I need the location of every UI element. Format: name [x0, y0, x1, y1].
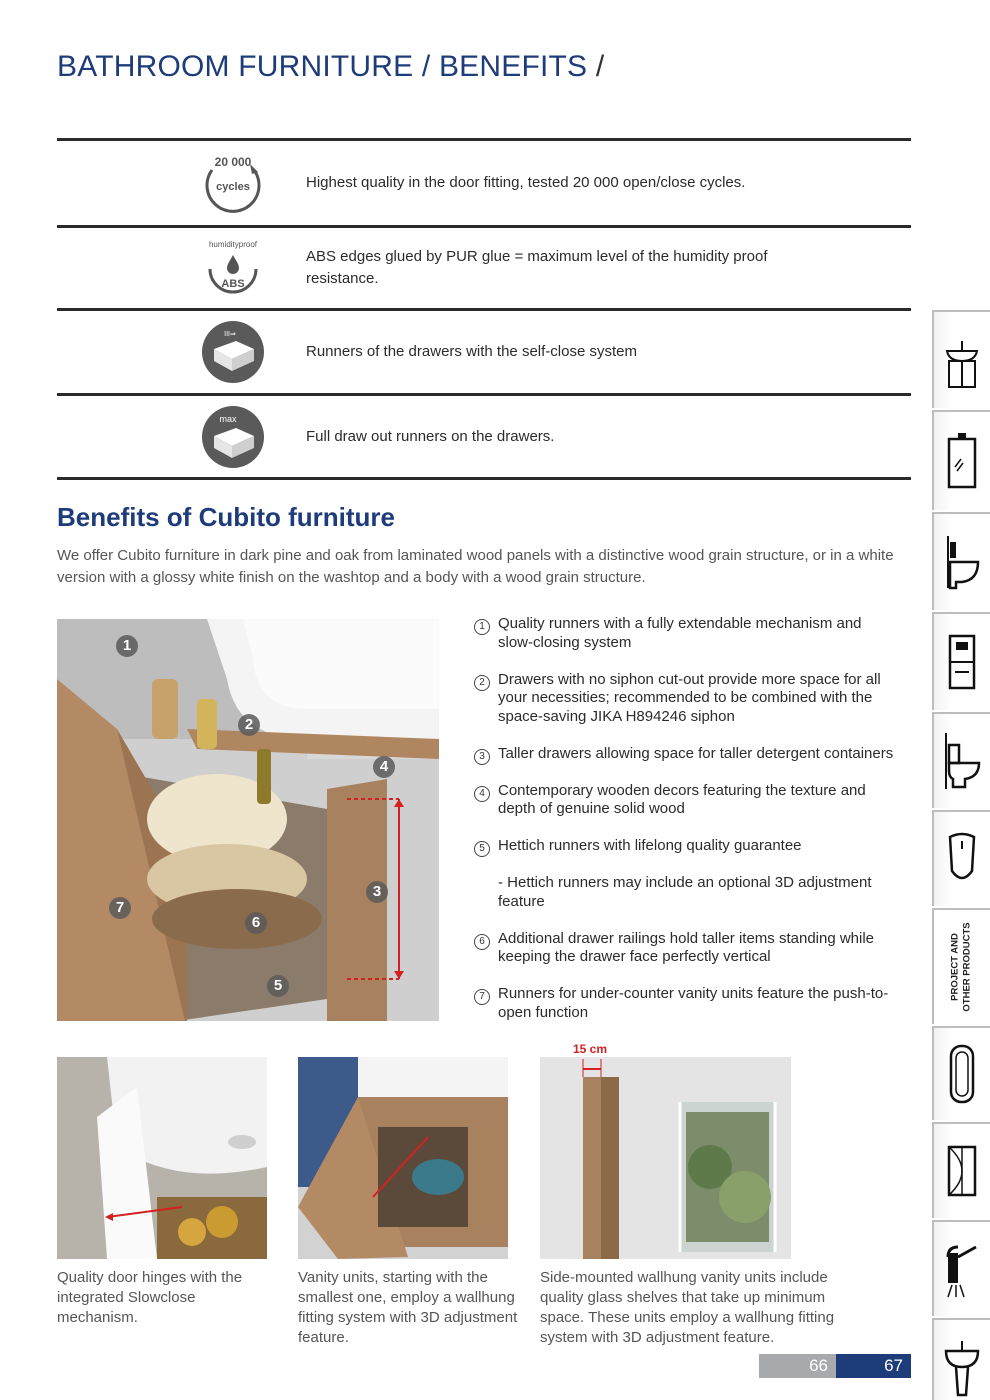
section-title: Benefits of Cubito furniture — [57, 502, 395, 532]
side-tab-urinal[interactable] — [932, 810, 990, 906]
benefits-table — [57, 138, 911, 480]
feature-item — [474, 615, 898, 652]
feature-text: Hettich runners with lifelong quality guarantee — [498, 837, 802, 854]
side-tab-wall-hung-toilet[interactable] — [932, 512, 990, 610]
side-tab-nav — [932, 310, 990, 1400]
side-tab-installation-frame[interactable] — [932, 612, 990, 710]
tap-icon — [944, 1239, 980, 1299]
feature-sub-note: - Hettich runners may include an optional 3D adjustment feature — [498, 874, 872, 910]
thumbnail-door-hinge — [57, 1057, 267, 1259]
feature-item — [474, 671, 898, 727]
benefit-text: Highest quality in the door fitting, tested 20 000 open/close cycles. — [306, 174, 746, 191]
svg-text:III⇒: III⇒ — [224, 331, 236, 338]
cycles-icon-label: cycles — [216, 181, 250, 193]
mirror-cabinet-icon — [945, 431, 979, 491]
photo-marker-6: 6 — [245, 912, 267, 934]
full-drawout-drawer-icon — [200, 404, 266, 470]
feature-number: 4 — [474, 786, 490, 802]
close-coupled-toilet-icon — [943, 731, 981, 791]
side-tab-washbasin-cabinet[interactable] — [932, 310, 990, 408]
feature-text: Contemporary wooden decors featuring the texture and depth of genuine solid wood — [498, 781, 866, 817]
page-title-slash: / — [595, 50, 605, 83]
urinal-icon — [947, 831, 977, 887]
shower-enclosure-icon — [945, 1141, 979, 1201]
feature-text: Additional drawer railings hold taller items standing while keeping the drawer face perfectly vertical — [498, 929, 875, 965]
photo-marker-7: 7 — [109, 897, 131, 919]
feature-number: 6 — [474, 934, 490, 950]
feature-number: 1 — [474, 619, 490, 635]
side-tab-mirror-cabinet[interactable] — [932, 410, 990, 510]
feature-item — [474, 985, 898, 1022]
side-tab-pedestal-washbasin[interactable] — [932, 1318, 990, 1400]
washbasin-cabinet-icon — [945, 331, 979, 389]
benefit-text: Runners of the drawers with the self-close system — [306, 343, 637, 360]
page-title-text: BATHROOM FURNITURE / BENEFITS — [57, 50, 588, 83]
self-close-drawer-icon — [200, 319, 266, 385]
side-tab-tap[interactable] — [932, 1220, 990, 1316]
cycles-icon — [200, 150, 266, 216]
drawer-illustration — [57, 619, 439, 1021]
feature-number: 7 — [474, 989, 490, 1005]
thumbnail-caption: Quality door hinges with the integrated Slowclose mechanism. — [57, 1269, 243, 1326]
feature-text: Quality runners with a fully extendable mechanism and slow-closing system — [498, 615, 862, 651]
section-intro: We offer Cubito furniture in dark pine and oak from laminated wood panels with a distinctive wood grain structure, or in a white version with a glossy white finish on the washtop and a body with a wood grain structure. — [57, 547, 894, 586]
feature-number: 5 — [474, 841, 490, 857]
benefit-text: ABS edges glued by PUR glue = maximum level of the humidity proof resistance. — [306, 248, 768, 287]
side-tab-shower-enclosure[interactable] — [932, 1122, 990, 1218]
thumbnail-vanity-unit — [298, 1057, 508, 1259]
dimension-label: 15 cm — [573, 1042, 608, 1056]
side-tab-bathtub[interactable] — [932, 1026, 990, 1120]
photo-marker-1: 1 — [116, 635, 138, 657]
pedestal-washbasin-icon — [944, 1337, 980, 1397]
photo-marker-4: 4 — [373, 756, 395, 778]
feature-item — [474, 837, 898, 856]
thumbnail-side-unit — [540, 1057, 791, 1259]
humidity-proof-icon — [200, 235, 266, 301]
drawer-photo — [57, 619, 439, 1021]
abs-icon-label: ABS — [221, 278, 245, 290]
cycles-icon-number: 20 000 — [214, 155, 252, 169]
feature-item — [474, 745, 898, 764]
photo-marker-2: 2 — [238, 714, 260, 736]
page-number-left: 66 — [759, 1354, 836, 1378]
benefit-row-full-drawout — [57, 393, 911, 480]
photo-marker-3: 3 — [366, 881, 388, 903]
page-title — [57, 50, 604, 84]
side-tab-label: PROJECT AND OTHER PRODUCTS — [950, 922, 974, 1012]
benefit-text: Full draw out runners on the drawers. — [306, 427, 555, 445]
feature-item — [474, 930, 898, 967]
thumbnail-caption: Side-mounted wallhung vanity units include quality glass shelves that take up minimum space. These units employ a wallhung fitting system with 3D adjustment feature. — [540, 1269, 835, 1346]
wall-hung-toilet-icon — [944, 534, 980, 590]
benefit-row-cycles — [57, 138, 911, 225]
benefit-row-self-close — [57, 308, 911, 393]
benefit-row-humidity — [57, 225, 911, 308]
installation-frame-icon — [947, 632, 977, 692]
feature-text: Taller drawers allowing space for taller detergent containers — [498, 744, 894, 762]
feature-number: 3 — [474, 749, 490, 765]
feature-item — [474, 782, 898, 819]
side-tab-close-coupled-toilet[interactable] — [932, 712, 990, 808]
feature-text: Runners for under-counter vanity units feature the push-to-open function — [498, 985, 889, 1021]
page-number-right: 67 — [836, 1354, 911, 1378]
feature-text: Drawers with no siphon cut-out provide more space for all your necessities; recommended to be combined with the space-saving JIKA H894246 siphon — [498, 670, 881, 725]
feature-list — [474, 615, 898, 1041]
bathtub-icon — [947, 1044, 977, 1104]
max-icon-label: max — [219, 413, 237, 424]
photo-marker-5: 5 — [267, 975, 289, 997]
feature-number: 2 — [474, 675, 490, 691]
humidity-icon-label: humidityproof — [208, 240, 258, 249]
thumbnail-caption: Vanity units, starting with the smallest one, employ a wallhung fitting system with 3D adjustment feature. — [298, 1269, 518, 1346]
side-tab-project-products[interactable] — [932, 908, 990, 1024]
